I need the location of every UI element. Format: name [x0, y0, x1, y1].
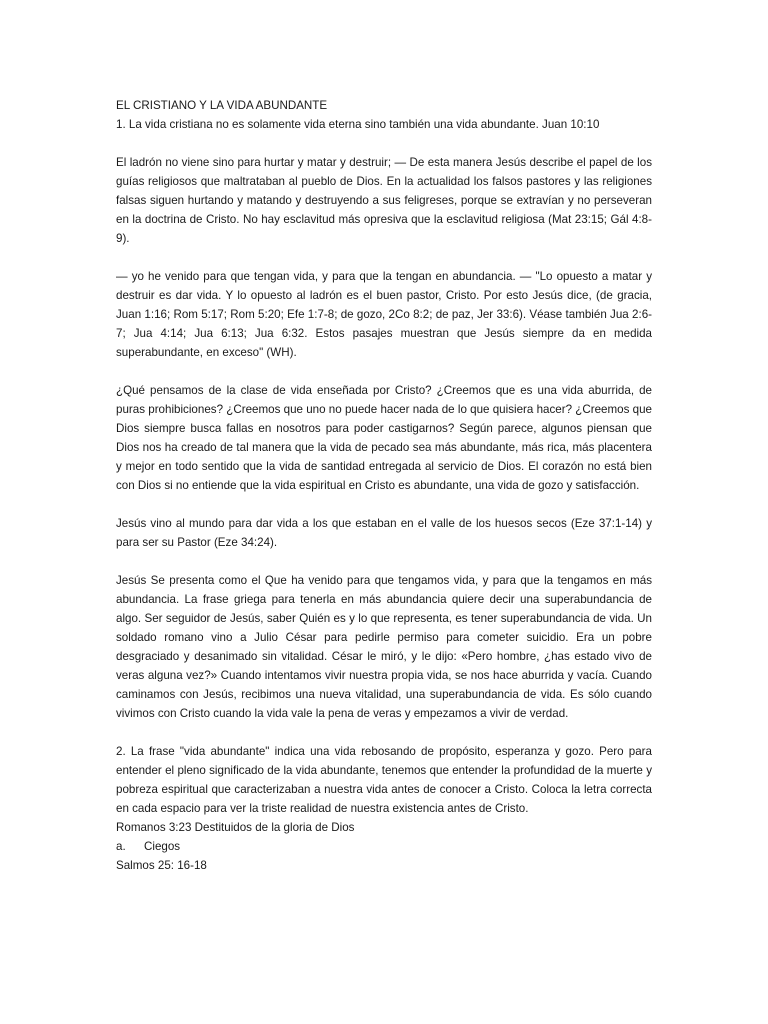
paragraph-4: Jesús vino al mundo para dar vida a los que estaban en el valle de los huesos secos (Eze 37:1-14) y para ser su Pastor (Eze 34:24). [116, 517, 652, 549]
intro-line: 1. La vida cristiana no es solamente vida eterna sino también una vida abundante. Juan 10:10 [116, 118, 600, 131]
reference-romanos: Romanos 3:23 Destituidos de la gloria de Dios [116, 821, 355, 834]
paragraph-6: 2. La frase "vida abundante" indica una vida rebosando de propósito, esperanza y gozo. Pero para entender el pleno significado de la vida abundante, tenemos que entender la profundidad de la muerte y pobreza espiritual que caracterizaban a nuestra vida antes de conocer a Cristo. Coloca la letra correcta en cada espacio para ver la triste realidad de nuestra existencia antes de Cristo. [116, 745, 652, 815]
paragraph-2: — yo he venido para que tengan vida, y para que la tengan en abundancia. — "Lo opuesto a matar y destruir es dar vida. Y lo opuesto al ladrón es el buen pastor, Cristo. Por esto Jesús dice, (de gracia, Juan 1:16; Rom 5:17; Rom 5:20; Efe 1:7-8; de gozo, 2Co 8:2; de paz, Jer 33:6). Véase también Jua 2:6-7; Jua 4:14; Jua 6:13; Jua 6:32. Estos pasajes muestran que Jesús siempre da en medida superabundante, en exceso" (WH). [116, 270, 652, 359]
list-item-text: Ciegos [144, 840, 181, 853]
list-item-letter: a. [116, 840, 126, 853]
reference-salmos: Salmos 25: 16-18 [116, 859, 207, 872]
document-page [116, 96, 652, 875]
list-item [116, 837, 652, 856]
paragraph-5: Jesús Se presenta como el Que ha venido para que tengamos vida, y para que la tengamos en más abundancia. La frase griega para tenerla en más abundancia quiere decir una superabundancia de algo. Ser seguidor de Jesús, saber Quién es y lo que representa, es tener superabundancia de vida. Un soldado romano vino a Julio César para pedirle permiso para cometer suicidio. Era un pobre desgraciado y desanimado sin vitalidad. César le miró, y le dijo: «Pero hombre, ¿has estado vivo de veras alguna vez?» Cuando intentamos vivir nuestra propia vida, se nos hace aburrida y vacía. Cuando caminamos con Jesús, recibimos una nueva vitalidad, una superabundancia de vida. Es sólo cuando vivimos con Cristo cuando la vida vale la pena de veras y empezamos a vivir de verdad. [116, 574, 652, 720]
paragraph-3: ¿Qué pensamos de la clase de vida enseñada por Cristo? ¿Creemos que es una vida aburrida, de puras prohibiciones? ¿Creemos que uno no puede hacer nada de lo que quisiera hacer? ¿Creemos que Dios siempre busca fallas en nosotros para poder castigarnos? Según parece, algunos piensan que Dios nos ha creado de tal manera que la vida de pecado sea más abundante, más rica, más placentera y mejor en todo sentido que la vida de santidad entregada al servicio de Dios. El corazón no está bien con Dios si no entiende que la vida espiritual en Cristo es abundante, una vida de gozo y satisfacción. [116, 384, 652, 492]
document-title: EL CRISTIANO Y LA VIDA ABUNDANTE [116, 99, 328, 112]
paragraph-1: El ladrón no viene sino para hurtar y matar y destruir; — De esta manera Jesús describe el papel de los guías religiosos que maltrataban al pueblo de Dios. En la actualidad los falsos pastores y las religiones falsas siguen hurtando y matando y destruyendo a sus feligreses, porque se extravían y no perseveran en la doctrina de Cristo. No hay esclavitud más opresiva que la esclavitud religiosa (Mat 23:15; Gál 4:8-9). [116, 156, 652, 245]
